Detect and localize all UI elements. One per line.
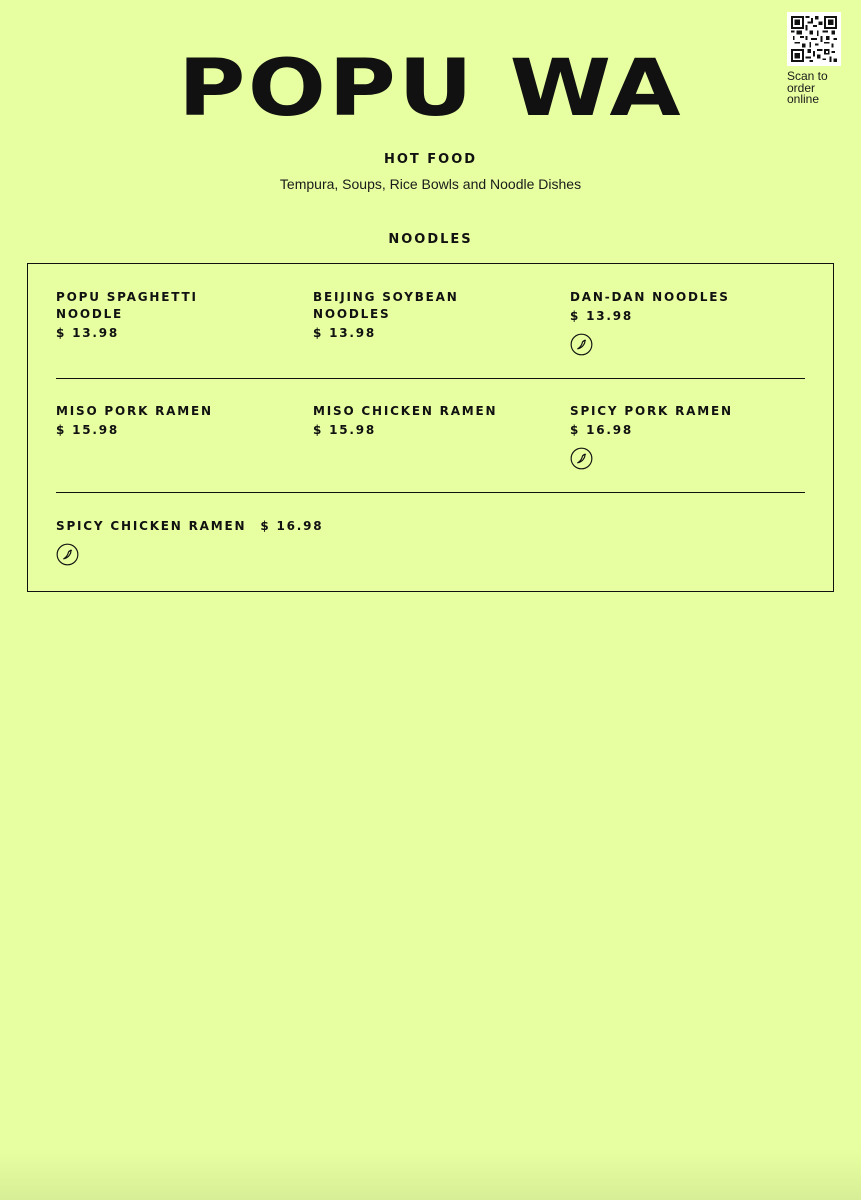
restaurant-name: POPU WA xyxy=(177,44,684,134)
menu-item-name: BEIJING SOYBEAN NOODLES xyxy=(313,290,459,321)
chili-pepper-icon xyxy=(570,333,593,356)
menu-item[interactable] xyxy=(570,403,800,470)
menu-item-name: MISO PORK RAMEN xyxy=(56,404,213,418)
menu-item-name: MISO CHICKEN RAMEN xyxy=(313,404,498,418)
chili-pepper-icon xyxy=(570,447,593,470)
chili-pepper-icon xyxy=(56,543,79,566)
row-divider xyxy=(56,378,805,379)
menu-item-price: $ 16.98 xyxy=(260,519,324,533)
menu-item[interactable] xyxy=(313,289,513,342)
section-subtitle: Tempura, Soups, Rice Bowls and Noodle Dishes xyxy=(279,176,582,192)
menu-item-name: DAN-DAN NOODLES xyxy=(570,290,730,304)
menu-item[interactable] xyxy=(56,403,286,439)
row-divider xyxy=(56,492,805,493)
qr-order-block[interactable] xyxy=(787,12,847,106)
menu-item-name: SPICY CHICKEN RAMEN xyxy=(56,519,247,533)
menu-item-name: SPICY PORK RAMEN xyxy=(570,404,733,418)
menu-item[interactable] xyxy=(56,289,266,342)
menu-item-price: $ 16.98 xyxy=(570,423,634,437)
menu-item-name: POPU SPAGHETTI NOODLE xyxy=(56,290,198,321)
menu-item-price: $ 15.98 xyxy=(313,423,377,437)
menu-item-price: $ 13.98 xyxy=(56,326,120,340)
section-title: HOT FOOD xyxy=(383,152,478,167)
menu-item-price: $ 13.98 xyxy=(570,309,634,323)
menu-item[interactable] xyxy=(570,289,800,356)
menu-item[interactable] xyxy=(313,403,543,439)
menu-item[interactable] xyxy=(56,518,416,566)
menu-item-price: $ 13.98 xyxy=(313,326,377,340)
qr-code-icon[interactable] xyxy=(787,12,841,66)
qr-caption: Scan to order online xyxy=(787,69,828,106)
noodles-menu-box xyxy=(27,263,834,592)
category-title: NOODLES xyxy=(388,232,473,247)
menu-item-price: $ 15.98 xyxy=(56,423,120,437)
